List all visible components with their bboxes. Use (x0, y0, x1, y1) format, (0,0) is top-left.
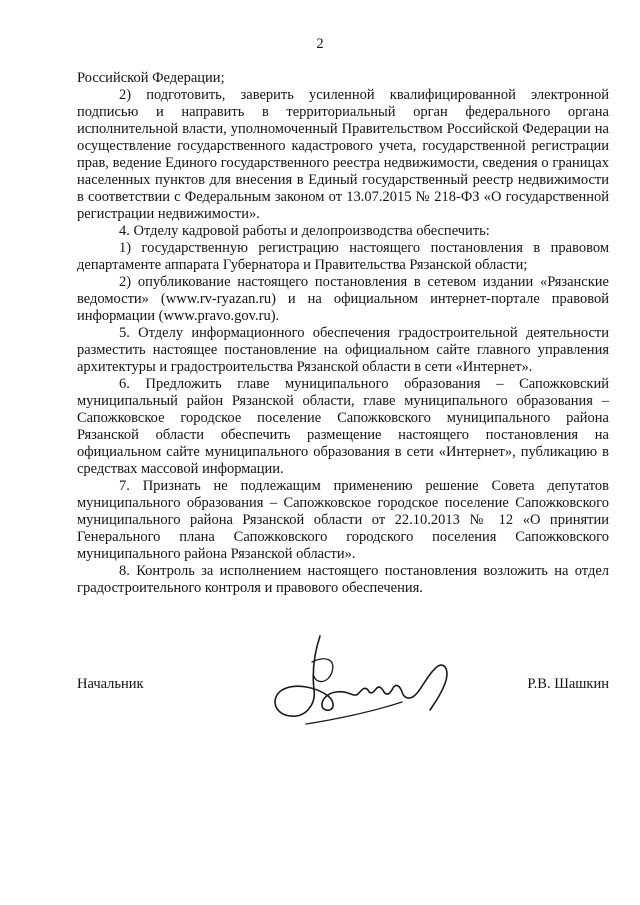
paragraph-item-4: 4. Отделу кадровой работы и делопроизводства обеспечить: (119, 223, 490, 239)
paragraph-item-5: 5. Отделу информационного обеспечения градостроительной деятельности разместить настоящее постановление на официальном сайте главного управления архитектуры и градостроительства Рязанской области в сети «Интернет». (77, 325, 609, 375)
document-body (77, 70, 609, 597)
paragraph-item-8: 8. Контроль за исполнением настоящего постановления возложить на отдел градостроительного контроля и правового обеспечения. (77, 563, 609, 596)
paragraph-item-7: 7. Признать не подлежащим применению решение Совета депутатов муниципального образования – Сапожковское городское поселение Сапожковского муниципального района Рязанской области от 22.10.2013 № 12 «О принятии Генерального плана Сапожковского городского поселения Сапожковского муниципального района Рязанской области». (77, 478, 609, 562)
paragraph-continuation: Российской Федерации; (77, 70, 225, 86)
paragraph-item-3-2: 2) подготовить, заверить усиленной квалифицированной электронной подписью и направить в территориальный орган федерального органа исполнительной власти, уполномоченный Правительством Российской Федерации на осуществление государственного кадастрового учета, государственной регистрации прав, ведение Единого государственного реестра недвижимости, сведения о границах населенных пунктов для внесения в Единый государственный реестр недвижимости в соответствии с Федеральным законом от 13.07.2015 № 218-ФЗ «О государственной регистрации недвижимости». (77, 87, 609, 222)
signatory-title: Начальник (77, 676, 144, 692)
signatory-name: Р.В. Шашкин (527, 676, 609, 692)
paragraph-item-4-2: 2) опубликование настоящего постановления в сетевом издании «Рязанские ведомости» (www.rv-ryazan.ru) и на официальном интернет-портале правовой информации (www.pravo.gov.ru). (77, 274, 609, 324)
page-number: 2 (316, 36, 324, 52)
paragraph-item-6: 6. Предложить главе муниципального образования – Сапожковский муниципальный район Рязанской области, главе муниципального образования – Сапожковское городское поселение Сапожковского муниципального района Рязанской области обеспечить размещение настоящего постановления на официальном сайте муниципального образования в сети «Интернет», публикацию в средствах массовой информации. (77, 376, 609, 477)
handwritten-signature (262, 632, 452, 728)
paragraph-item-4-1: 1) государственную регистрацию настоящего постановления в правовом департаменте аппарата Губернатора и Правительства Рязанской области; (77, 240, 609, 273)
